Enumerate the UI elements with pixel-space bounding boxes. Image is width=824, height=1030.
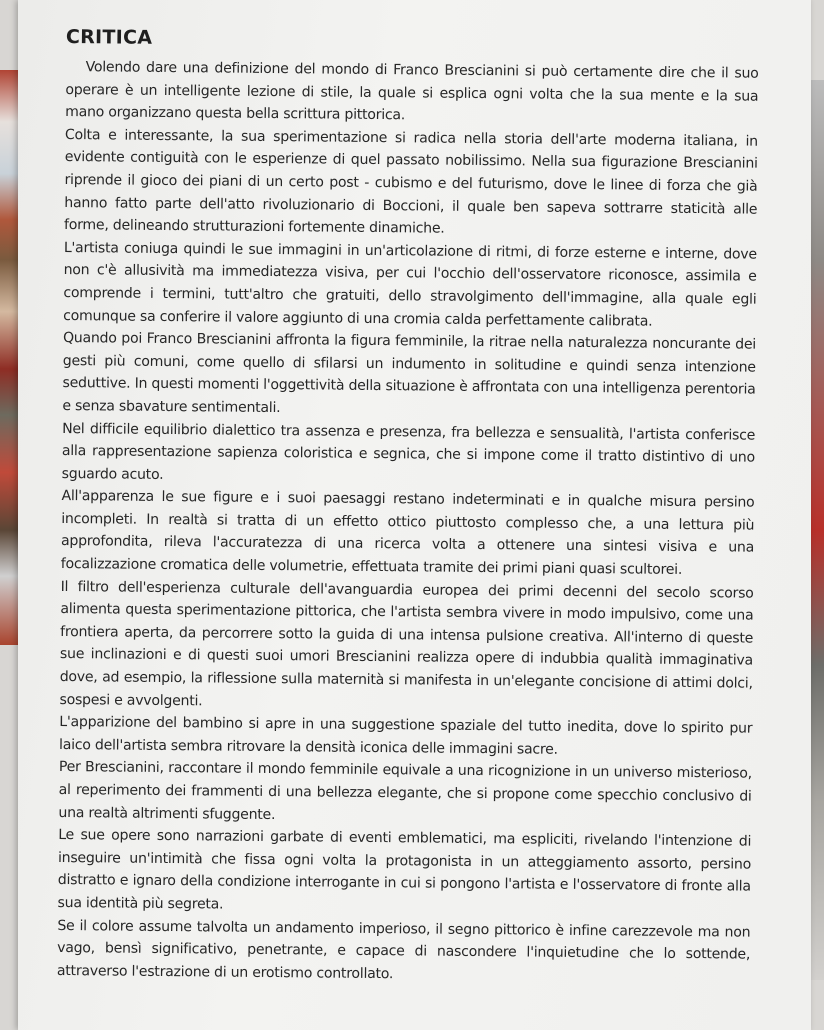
paragraph-5: Nel difficile equilibrio dialettico tra assenza e presenza, fra bellezza e sensualità, l'artista conferisce alla rappresentazione sapienza coloristica e segnica, che si impone come il tratto distintivo di uno sguardo acuto.: [61, 420, 756, 483]
adjacent-page-artwork-right: [810, 80, 824, 980]
paragraph-11: Se il colore assume talvolta un andamento imperioso, il segno pittorico è infine carezzevole ma non vago, bensì significativo, penetrante, e capace di nascondere l'inquietudine che lo sottende, attraverso l'estrazione di un erotismo controllato.: [56, 917, 751, 982]
paragraph-3: L'artista coniuga quindi le sue immagini in un'articolazione di ritmi, di forze esterne e interne, dove non c'è allusività ma immediatezza visiva, per cui l'occhio dell'osservatore riconosce, assimila e comprende i termini, tutt'altro che gratuiti, dello stravolgimento dell'immagine, alla quale egli comunque sa conferire il valore aggiunto di una cromia calda perfettamente calibrata.: [63, 239, 757, 330]
paragraph-6: All'apparenza le sue figure e i suoi paesaggi restano indeterminati e in qualche misura persino incompleti. In realtà si tratta di un effetto ottico piuttosto complesso che, a una lettura più approfondita, rileva l'accuratezza di una ricerca volta a ottenere una sintesi visiva e una focalizzazione cromatica delle volumetrie, effettuata tramite dei primi piani quasi scultorei.: [60, 488, 755, 579]
document-page: [18, 0, 811, 1030]
paragraph-8: L'apparizione del bambino si apre in una suggestione spaziale del tutto inedita, dove lo spirito pur laico dell'artista sembra ritrovare la densità iconica delle immagini sacre.: [59, 714, 753, 758]
paragraph-1: Volendo dare una definizione del mondo di Franco Brescianini si può certamente dire che il suo operare è un intelligente lezione di stile, la quale si esplica ogni volta che la sua mente e la sua mano organizzano questa bella scrittura pittorica.: [65, 59, 759, 124]
paragraph-10: Le sue opere sono narrazioni garbate di eventi emblematici, ma espliciti, rivelando l'intenzione di inseguire un'intimità che fissa ogni volta la protagonista in un atteggiamento assorto, persino distratto e ignaro della condizione interrogante in cui si pongono l'artista e l'osservatore di fronte alla sua identità più segreta.: [57, 827, 752, 913]
critique-body: [57, 56, 759, 989]
paragraph-4: Quando poi Franco Brescianini affronta la figura femminile, la ritrae nella naturalezza noncurante dei gesti più comuni, come quello di sfilarsi un indumento in solitudine e quindi senza intenzione seduttive. In questi momenti l'oggettività della situazione è affrontata con una intelligenza perentoria e senza sbavature sentimentali.: [62, 330, 757, 416]
paragraph-7: Il filtro dell'esperienza culturale dell'avanguardia europea dei primi decenni del secolo scorso alimenta questa sperimentazione pittorica, che l'artista sembra vivere in modo impulsivo, come una frontiera aperta, da percorrere sotto la guida di una intensa pulsione creativa. All'interno di queste sue inclinazioni e di questi suoi umori Brescianini realizza opere di indubbia qualità immaginativa dove, ad esempio, la riflessione sulla maternità si manifesta in un'elegante concisione di attimi dolci, sospesi e avvolgenti.: [59, 578, 754, 709]
section-heading: CRITICA: [65, 26, 153, 49]
paragraph-2: Colta e interessante, la sua sperimentazione si radica nella storia dell'arte moderna italiana, in evidente contiguità con le esperienze di quel passato nobilissimo. Nella sua figurazione Brescianini riprende il gioco dei piani di un certo post - cubismo e del futurismo, dove le linee di forza che già hanno fatto parte dell'atto rivoluzionario di Boccioni, il quale ben sapeva sottrarre staticità alle forme, delineando strutturazioni fortemente dinamiche.: [64, 126, 759, 237]
critique-section: [57, 26, 759, 989]
paragraph-9: Per Brescianini, raccontare il mondo femminile equivale a una ricognizione in un universo misterioso, al reperimento dei frammenti di una bellezza elegante, che si propone come specchio conclusivo di una realtà altrimenti sfuggente.: [58, 759, 752, 823]
